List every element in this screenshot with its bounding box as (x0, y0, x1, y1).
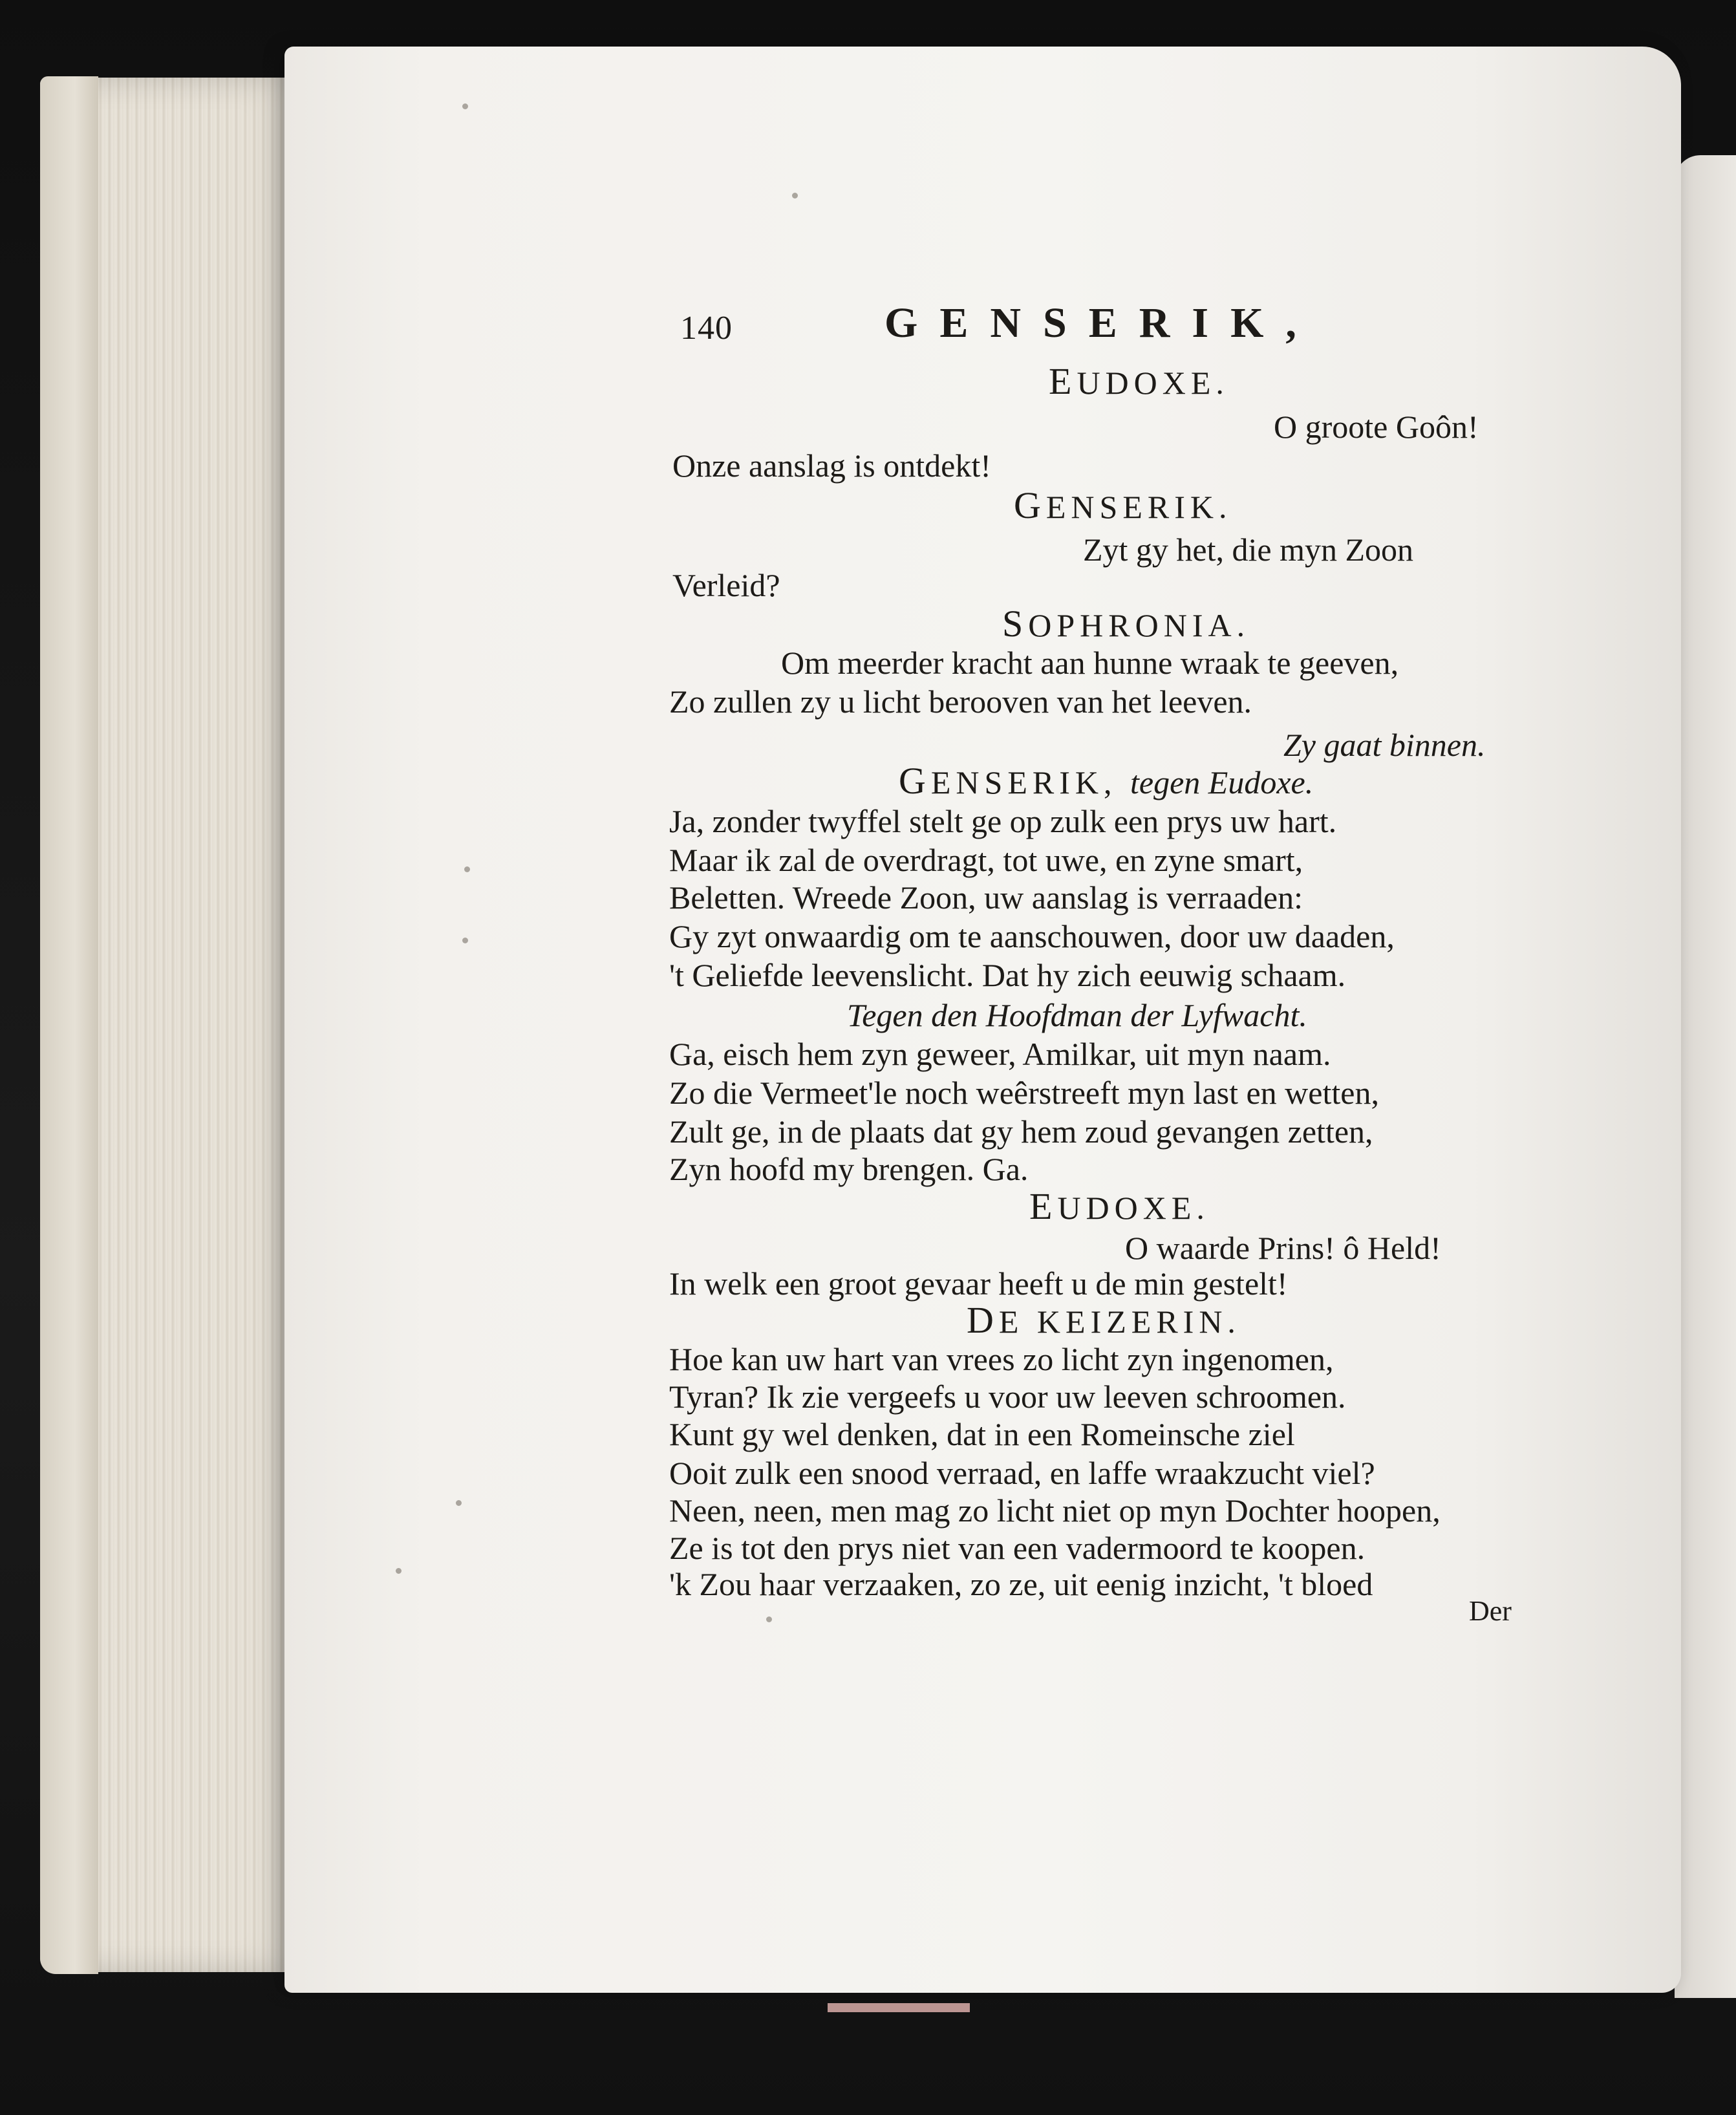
verse-line: O groote Goôn! (1274, 409, 1479, 445)
speaker-name (1029, 1187, 1210, 1227)
stage-direction: Tegen den Hoofdman der Lyfwacht. (847, 997, 1307, 1033)
speaker-rest: E KEIZERIN. (998, 1304, 1241, 1340)
speaker-rest: ENSERIK, (930, 764, 1117, 800)
verse-line: Zyn hoofd my brengen. Ga. (669, 1151, 1029, 1187)
catchword: Der (1469, 1595, 1512, 1627)
running-title: GENSERIK, (884, 299, 1318, 347)
speaker-rest: ENSERIK. (1045, 489, 1232, 525)
verse-line: Hoe kan uw hart van vrees zo licht zyn ingenomen, (669, 1341, 1334, 1377)
speaker-rest: OPHRONIA. (1028, 607, 1250, 643)
speaker-rest: UDOXE. (1077, 365, 1229, 401)
speaker-initial: E (1029, 1185, 1058, 1227)
verse-line: 't Geliefde leevenslicht. Dat hy zich eeuwig schaam. (669, 957, 1346, 993)
verse-line: Gy zyt onwaardig om te aanschouwen, door uw daaden, (669, 918, 1395, 954)
speaker-initial: E (1049, 360, 1077, 402)
verse-line: In welk een groot gevaar heeft u de min gestelt! (669, 1265, 1288, 1302)
speaker-name (1049, 362, 1229, 402)
verse-line: Zo zullen zy u licht berooven van het leeven. (669, 683, 1252, 720)
verse-line: Zult ge, in de plaats dat gy hem zoud gevangen zetten, (669, 1113, 1373, 1150)
verse-line: Tyran? Ik zie vergeefs u voor uw leeven schroomen. (669, 1379, 1346, 1415)
speaker-name (967, 1301, 1241, 1341)
verse-line: 'k Zou haar verzaaken, zo ze, uit eenig inzicht, 't bloed (669, 1566, 1373, 1602)
verse-line: Neen, neen, men mag zo licht niet op myn Dochter hoopen, (669, 1492, 1441, 1529)
verse-line: Onze aanslag is ontdekt! (672, 447, 991, 484)
speaker-name (1002, 605, 1250, 645)
speaker-initial: G (1014, 484, 1046, 526)
verse-line: O waarde Prins! ô Held! (1125, 1230, 1441, 1266)
verse-line: Om meerder kracht aan hunne wraak te geeven, (781, 645, 1399, 681)
page-number: 140 (680, 310, 733, 347)
stage-direction: tegen Eudoxe. (1130, 764, 1314, 800)
verse-line: Ze is tot den prys niet van een vadermoord te koopen. (669, 1530, 1366, 1566)
verse-line: Ooit zulk een snood verraad, en laffe wraakzucht viel? (669, 1455, 1375, 1491)
verse-line: Zo die Vermeet'le noch weêrstreeft myn last en wetten, (669, 1075, 1379, 1111)
verse-line: Ja, zonder twyffel stelt ge op zulk een prys uw hart. (669, 803, 1337, 839)
verse-line: Kunt gy wel denken, dat in een Romeinsche ziel (669, 1416, 1295, 1452)
verse-line: Zyt gy het, die myn Zoon (1083, 531, 1414, 568)
speaker-initial: S (1002, 603, 1029, 645)
verse-line: Verleid? (672, 567, 780, 603)
speaker-initial: D (967, 1299, 999, 1341)
speaker-name (899, 762, 1313, 802)
speaker-rest: UDOXE. (1057, 1190, 1210, 1226)
verse-line: Ga, eisch hem zyn geweer, Amilkar, uit myn naam. (669, 1036, 1331, 1072)
verse-line: Beletten. Wreede Zoon, uw aanslag is verraaden: (669, 879, 1303, 916)
stage-direction: Zy gaat binnen. (1283, 727, 1486, 763)
speaker-initial: G (899, 760, 931, 802)
speaker-name (1014, 486, 1232, 526)
verse-line: Maar ik zal de overdragt, tot uwe, en zyne smart, (669, 842, 1303, 878)
